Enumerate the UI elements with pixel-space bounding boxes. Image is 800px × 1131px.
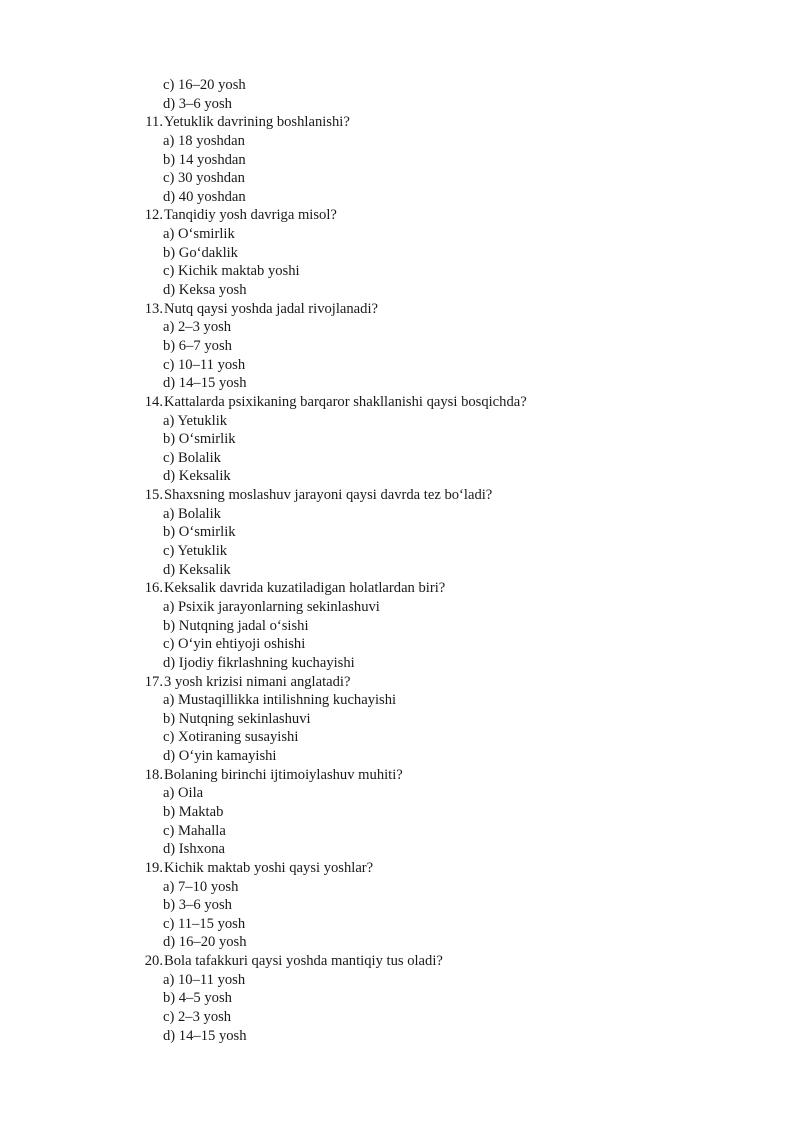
question-text: Bolaning birinchi ijtimoiylashuv muhiti?	[164, 766, 403, 783]
answer-option: b) Go‘daklik	[163, 244, 238, 261]
question-text: Kattalarda psixikaning barqaror shakllanishi qaysi bosqichda?	[164, 393, 527, 410]
answer-option: a) Yetuklik	[163, 412, 228, 429]
question-block	[0, 300, 800, 393]
answer-option: b) Maktab	[163, 803, 224, 820]
answer-option: c) Mahalla	[163, 822, 226, 839]
answer-option: a) O‘smirlik	[163, 226, 235, 243]
answer-option: b) O‘smirlik	[163, 524, 236, 541]
question-block	[0, 673, 800, 766]
answer-option: d) Keksa yosh	[163, 282, 247, 299]
answer-option: b) 3–6 yosh	[163, 897, 232, 914]
question-block	[0, 859, 800, 952]
question-text: Bola tafakkuri qaysi yoshda mantiqiy tus oladi?	[164, 953, 443, 970]
question-line	[0, 859, 800, 878]
answer-option: d) Ishxona	[163, 841, 226, 858]
question-line	[0, 673, 800, 692]
answer-option: a) Mustaqillikka intilishning kuchayishi	[163, 692, 397, 709]
question-text: Keksalik davrida kuzatiladigan holatlardan biri?	[164, 580, 446, 597]
answer-option: c) 16–20 yosh	[163, 77, 246, 93]
question-block	[0, 113, 800, 206]
answer-option: a) 2–3 yosh	[163, 319, 232, 336]
question-number: 12.	[144, 207, 163, 224]
question-number: 11.	[145, 114, 163, 131]
answer-option: d) 16–20 yosh	[163, 934, 247, 951]
answer-option: d) 14–15 yosh	[163, 1027, 247, 1044]
question-text: Kichik maktab yoshi qaysi yoshlar?	[164, 859, 374, 876]
question-line	[0, 206, 800, 225]
continuation-options	[0, 76, 800, 113]
answer-option: a) 18 yoshdan	[163, 132, 245, 149]
question-number: 15.	[144, 487, 163, 504]
question-block	[0, 486, 800, 579]
answer-option: a) Oila	[163, 785, 204, 802]
answer-option: b) Nutqning jadal o‘sishi	[163, 617, 309, 634]
question-number: 20.	[144, 953, 163, 970]
question-line	[0, 300, 800, 319]
question-block	[0, 579, 800, 672]
question-line	[0, 393, 800, 412]
answer-option: d) 14–15 yosh	[163, 375, 247, 392]
question-line	[0, 486, 800, 505]
question-block	[0, 393, 800, 486]
answer-option: a) 7–10 yosh	[163, 878, 239, 895]
answer-option: c) Bolalik	[163, 449, 221, 466]
question-number: 19.	[144, 859, 163, 876]
question-number: 14.	[144, 393, 163, 410]
answer-option: c) O‘yin ehtiyoji oshishi	[163, 636, 306, 653]
answer-option: d) Ijodiy fikrlashning kuchayishi	[163, 654, 355, 671]
answer-option: b) 6–7 yosh	[163, 337, 232, 354]
answer-option: c) 10–11 yosh	[163, 356, 246, 373]
question-block	[0, 766, 800, 859]
answer-option: d) O‘yin kamayishi	[163, 748, 277, 765]
question-number: 13.	[144, 300, 163, 317]
question-block	[0, 206, 800, 299]
answer-option: b) Nutqning sekinlashuvi	[163, 710, 311, 727]
question-text: Tanqidiy yosh davriga misol?	[164, 207, 337, 224]
question-list	[0, 113, 800, 1045]
answer-option: b) 14 yoshdan	[163, 151, 246, 168]
question-line	[0, 579, 800, 598]
question-number: 16.	[144, 580, 163, 597]
question-text: 3 yosh krizisi nimani anglatadi?	[164, 673, 351, 690]
answer-option: c) Xotiraning susayishi	[163, 729, 299, 746]
question-text: Shaxsning moslashuv jarayoni qaysi davrda tez bo‘ladi?	[164, 487, 493, 504]
answer-option: a) Psixik jarayonlarning sekinlashuvi	[163, 598, 380, 615]
question-text: Yetuklik davrining boshlanishi?	[164, 114, 350, 131]
question-line	[0, 952, 800, 971]
answer-option: d) Keksalik	[163, 561, 231, 578]
question-line	[0, 766, 800, 785]
answer-option: c) 30 yoshdan	[163, 170, 245, 187]
question-number: 17.	[144, 673, 163, 690]
question-block	[0, 952, 800, 1045]
answer-option: c) Kichik maktab yoshi	[163, 263, 300, 280]
question-line	[0, 113, 800, 132]
answer-option: b) O‘smirlik	[163, 431, 236, 448]
answer-option: a) 10–11 yosh	[163, 971, 246, 988]
answer-option: b) 4–5 yosh	[163, 990, 232, 1007]
answer-option: d) 3–6 yosh	[163, 95, 232, 112]
answer-option: c) Yetuklik	[163, 543, 228, 560]
question-number: 18.	[144, 766, 163, 783]
answer-option: a) Bolalik	[163, 505, 221, 522]
answer-option: d) Keksalik	[163, 468, 231, 485]
answer-option: c) 2–3 yosh	[163, 1009, 232, 1026]
answer-option: c) 11–15 yosh	[163, 915, 246, 932]
answer-option: d) 40 yoshdan	[163, 188, 246, 205]
question-text: Nutq qaysi yoshda jadal rivojlanadi?	[164, 300, 378, 317]
document-page	[0, 76, 800, 1045]
